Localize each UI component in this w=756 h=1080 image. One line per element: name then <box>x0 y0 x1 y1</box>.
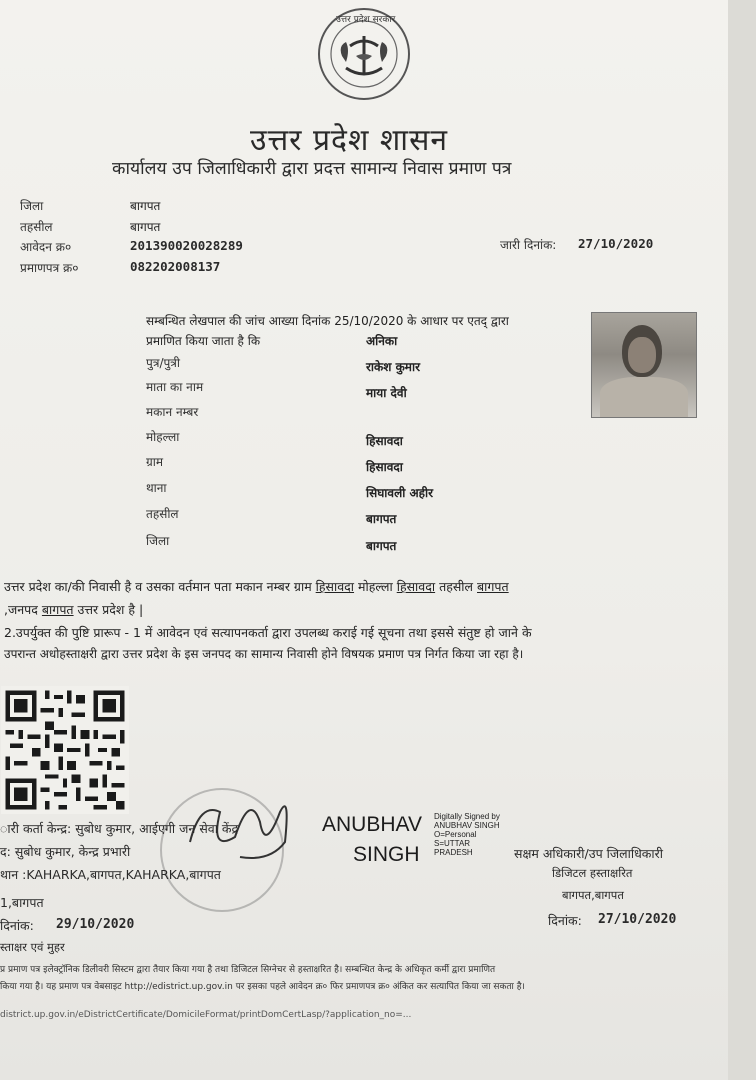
detail-tehsil-value: बागपत <box>366 512 397 526</box>
signature-line-5: PRADESH <box>434 848 473 857</box>
document-subtitle: कार्यालय उप जिलाधिकारी द्वारा प्रदत्त सामान्य निवास प्रमाण पत्र <box>112 159 512 179</box>
residence-mohalla: हिसावदा <box>396 579 436 594</box>
mother-name-label: माता का नाम <box>146 380 204 394</box>
digital-signature-details <box>434 812 500 857</box>
signature-line-4: S=UTTAR <box>434 839 471 848</box>
officer-date-label: दिनांक: <box>548 913 582 928</box>
residence-district: बागपत <box>41 602 74 617</box>
residence-text-tehsil: तहसील <box>439 579 474 594</box>
residence-text-mohalla: मोहल्ला <box>358 579 393 594</box>
verification-paragraph-line-1: 2.उपर्युक्त की पुष्टि प्रारूप - 1 में आवेदन एवं सत्यापनकर्ता द्वारा उपलब्ध कराई गई सूचना तथा इससे संतुष्ट हो जाने के <box>4 625 532 640</box>
residence-village: हिसावदा <box>315 579 355 594</box>
village-label: ग्राम <box>146 455 164 469</box>
footer-disclaimer-line-2: किया गया है। यह प्रमाण पत्र वेबसाइट http://edistrict.up.gov.in पर इसका पहले आवेदन क्र० फिर प्रमाणपत्र क्र० अंकित कर सत्यापित किया जा सकता है। <box>0 982 525 992</box>
issue-date-label: जारी दिनांक: <box>500 238 557 252</box>
residence-text-state: उत्तर प्रदेश है | <box>77 602 144 617</box>
digital-signature-name-1: ANUBHAV <box>322 813 422 836</box>
emblem-caption: उत्तर प्रदेश सरकार <box>336 15 396 25</box>
mohalla-value: हिसावदा <box>366 434 403 448</box>
officer-location: बागपत,बागपत <box>562 888 624 902</box>
police-station-label: थाना <box>146 481 167 495</box>
center-date-value: 29/10/2020 <box>56 917 135 932</box>
tehsil-label: तहसील <box>20 220 53 234</box>
tehsil-value: बागपत <box>130 220 161 234</box>
residence-paragraph-line-1 <box>4 578 509 595</box>
verification-paragraph-line-2: उपरान्त अधोहस्ताक्षरी द्वारा उत्तर प्रदेश के इस जनपद का सामान्य निवासी होने विषयक प्रमाण पत्र निर्गत किया जा रहा है। <box>4 647 524 661</box>
district-value: बागपत <box>130 199 161 213</box>
detail-district-value: बागपत <box>366 539 397 553</box>
intro-line-2: प्रमाणित किया जाता है कि <box>146 334 261 348</box>
center-date-label: दिनांक: <box>0 918 34 933</box>
application-number-value: 201390020028289 <box>130 238 243 253</box>
document-title: उत्तर प्रदेश शासन <box>250 123 449 158</box>
signature-line-1: Digitally Signed by <box>434 812 500 821</box>
house-number-label: मकान नम्बर <box>146 405 199 419</box>
applicant-photo <box>591 312 697 418</box>
residence-text: उत्तर प्रदेश का/की निवासी है व उसका वर्तमान पता मकान नम्बर ग्राम <box>4 579 312 594</box>
center-location: थान :KAHARKA,बागपत,KAHARKA,बागपत <box>0 867 221 882</box>
issue-date-value: 27/10/2020 <box>578 236 654 251</box>
mother-name-value: माया देवी <box>366 386 407 400</box>
parent-label: पुत्र/पुत्री <box>146 356 181 370</box>
competent-officer: सक्षम अधिकारी/उप जिलाधिकारी <box>514 846 663 861</box>
qr-code <box>0 686 130 814</box>
signature-line-2: ANUBHAV SINGH <box>434 821 500 830</box>
officer-date-value: 27/10/2020 <box>598 912 677 927</box>
center-incharge: द: सुबोध कुमार, केन्द्र प्रभारी <box>0 844 131 859</box>
certificate-number-label: प्रमाणपत्र क्र० <box>20 261 79 275</box>
applicant-name-value: अनिका <box>366 334 398 348</box>
page-url: district.up.gov.in/eDistrictCertificate/DomicileFormat/printDomCertLasp/?application_no=... <box>0 1010 412 1020</box>
parent-value: राकेश कुमार <box>366 360 420 374</box>
village-value: हिसावदा <box>366 460 403 474</box>
center-district: 1,बागपत <box>0 895 44 910</box>
issuing-center: ारी कर्ता केन्द्र: सुबोध कुमार, आईएगी जन सेवा केंद्र <box>0 821 239 836</box>
detail-district-label: जिला <box>146 534 170 548</box>
police-station-value: सिघावली अहीर <box>366 486 434 500</box>
residence-tehsil: बागपत <box>477 579 509 594</box>
residence-text-district: ,जनपद <box>4 602 38 617</box>
certificate-number-value: 082202008137 <box>130 259 221 274</box>
footer-disclaimer-line-1: प्र प्रमाण पत्र इलेक्ट्रॉनिक डिलीवरी सिस्टम द्वारा तैयार किया गया है तथा डिजिटल सिग्नेचर से हस्ताक्षरित है। सम्बन्धित केन्द्र के अधिकृत कर्मी द्वारा प्रमाणित <box>0 965 496 975</box>
digital-signature-name-2: SINGH <box>353 843 420 866</box>
residence-paragraph-line-2 <box>4 601 143 618</box>
signature-seal-caption: स्ताक्षर एवं मुहर <box>0 940 65 954</box>
page-background-edge <box>728 0 756 1080</box>
intro-line-1: सम्बन्धित लेखपाल की जांच आख्या दिनांक 25/10/2020 के आधार पर एतद् द्वारा <box>146 314 509 328</box>
digitally-signed-label: डिजिटल हस्ताक्षरित <box>552 866 633 880</box>
signature-line-3: O=Personal <box>434 830 477 839</box>
application-number-label: आवेदन क्र० <box>20 240 72 254</box>
detail-tehsil-label: तहसील <box>146 507 179 521</box>
district-label: जिला <box>20 199 44 213</box>
mohalla-label: मोहल्ला <box>146 430 180 444</box>
